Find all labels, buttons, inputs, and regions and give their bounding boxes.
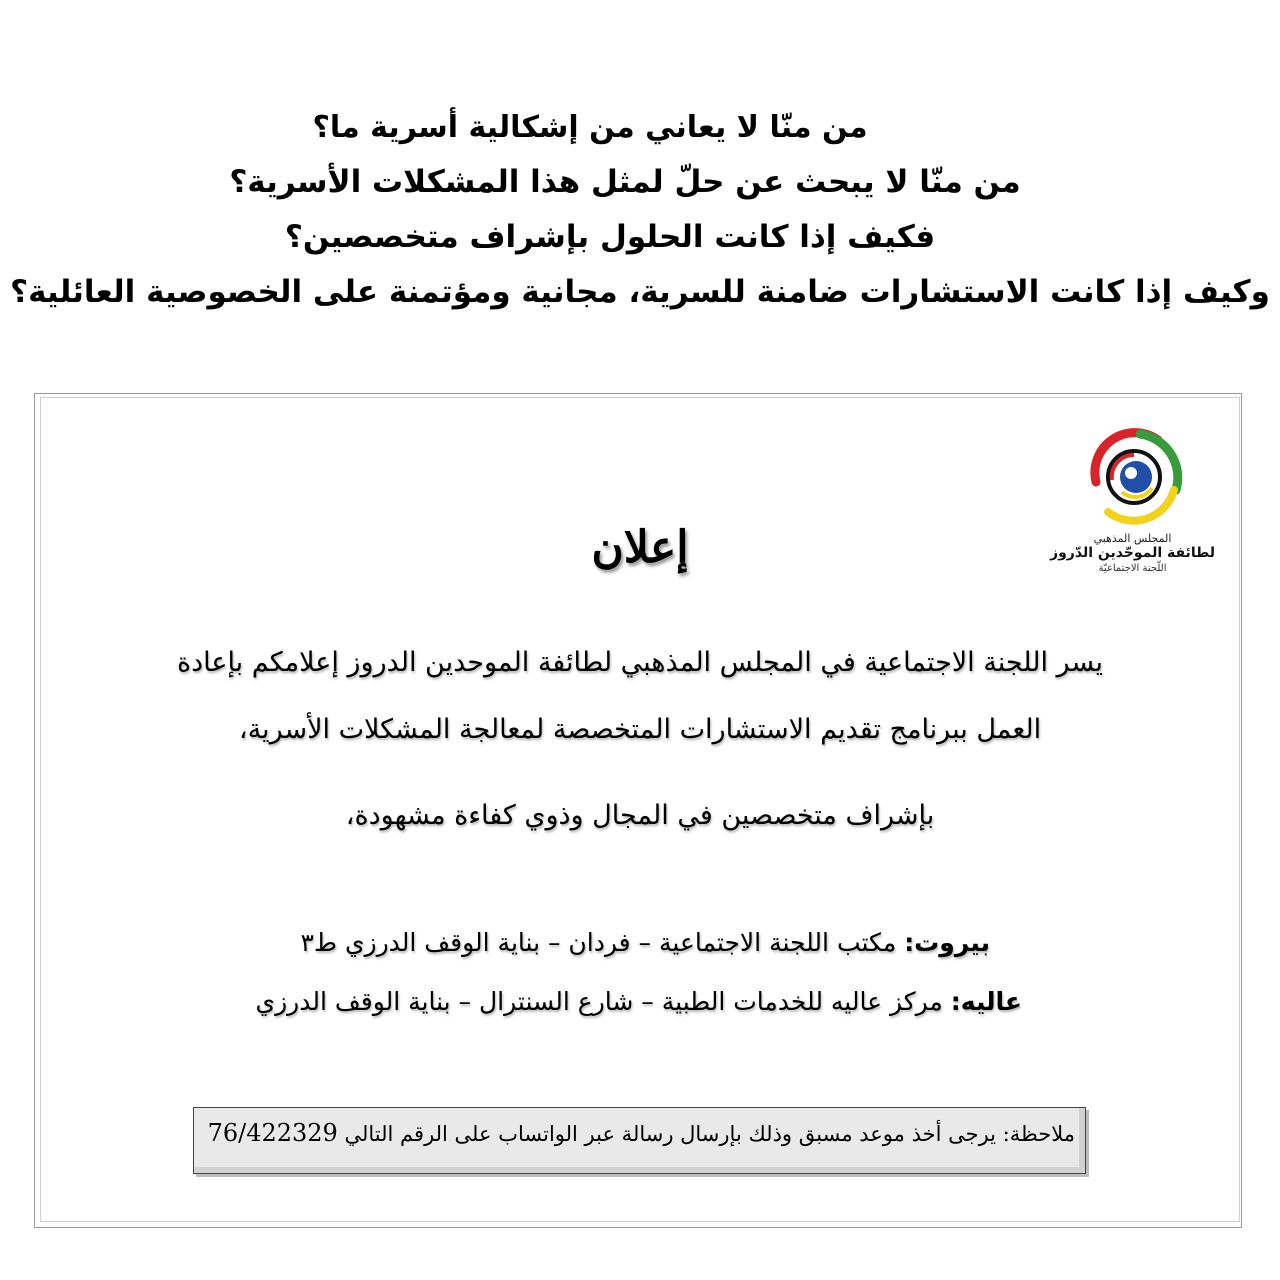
logo-emblem-icon <box>1078 420 1188 530</box>
location-aley <box>256 984 1022 1020</box>
headline <box>0 100 1280 320</box>
headline-line-2: من منّا لا يبحث عن حلّ لمثل هذا المشكلات الأسرية؟ <box>229 164 1021 200</box>
announcement-title: إعلان <box>591 522 689 573</box>
announcement-paragraph-1: يسر اللجنة الاجتماعية في المجلس المذهبي لطائفة الموحدين الدروز إعلامكم بإعادة <box>176 647 1104 678</box>
announcement-paragraph-2: العمل ببرنامج تقديم الاستشارات المتخصصة لمعالجة المشكلات الأسرية، <box>238 714 1042 745</box>
location-address: مركز عاليه للخدمات الطبية – شارع السنترال – بناية الوقف الدرزي <box>255 987 951 1016</box>
location-beirut <box>300 925 990 961</box>
note-text <box>208 1118 1075 1149</box>
logo-org-main: لطائفة الموحّدين الدّروز <box>1050 545 1215 561</box>
headline-line-3: فكيف إذا كانت الحلول بإشراف متخصصين؟ <box>284 219 936 255</box>
logo-org-top: المجلس المذهبي <box>1093 532 1172 545</box>
headline-line-4: وكيف إذا كانت الاستشارات ضامنة للسرية، مجانية ومؤتمنة على الخصوصية العائلية؟ <box>10 274 1270 310</box>
note-box <box>193 1107 1086 1174</box>
location-city: عاليه: <box>950 987 1022 1016</box>
location-address: مكتب اللجنة الاجتماعية – فردان – بناية الوقف الدرزي ط٣ <box>300 928 905 957</box>
location-city: بيروت: <box>904 928 990 957</box>
announcement-paragraph-3: بإشراف متخصصين في المجال وذوي كفاءة مشهودة، <box>345 800 935 831</box>
logo-org-sub: اللّجنة الاجتماعيّة <box>1098 563 1167 574</box>
headline-line-1: من منّا لا يعاني من إشكالية أسرية ما؟ <box>312 110 868 145</box>
organization-logo <box>1040 420 1225 595</box>
note-message: ملاحظة: يرجى أخذ موعد مسبق وذلك بإرسال رسالة عبر الواتساب على الرقم التالي <box>337 1122 1075 1146</box>
whatsapp-number: 76/422329 <box>207 1119 338 1147</box>
